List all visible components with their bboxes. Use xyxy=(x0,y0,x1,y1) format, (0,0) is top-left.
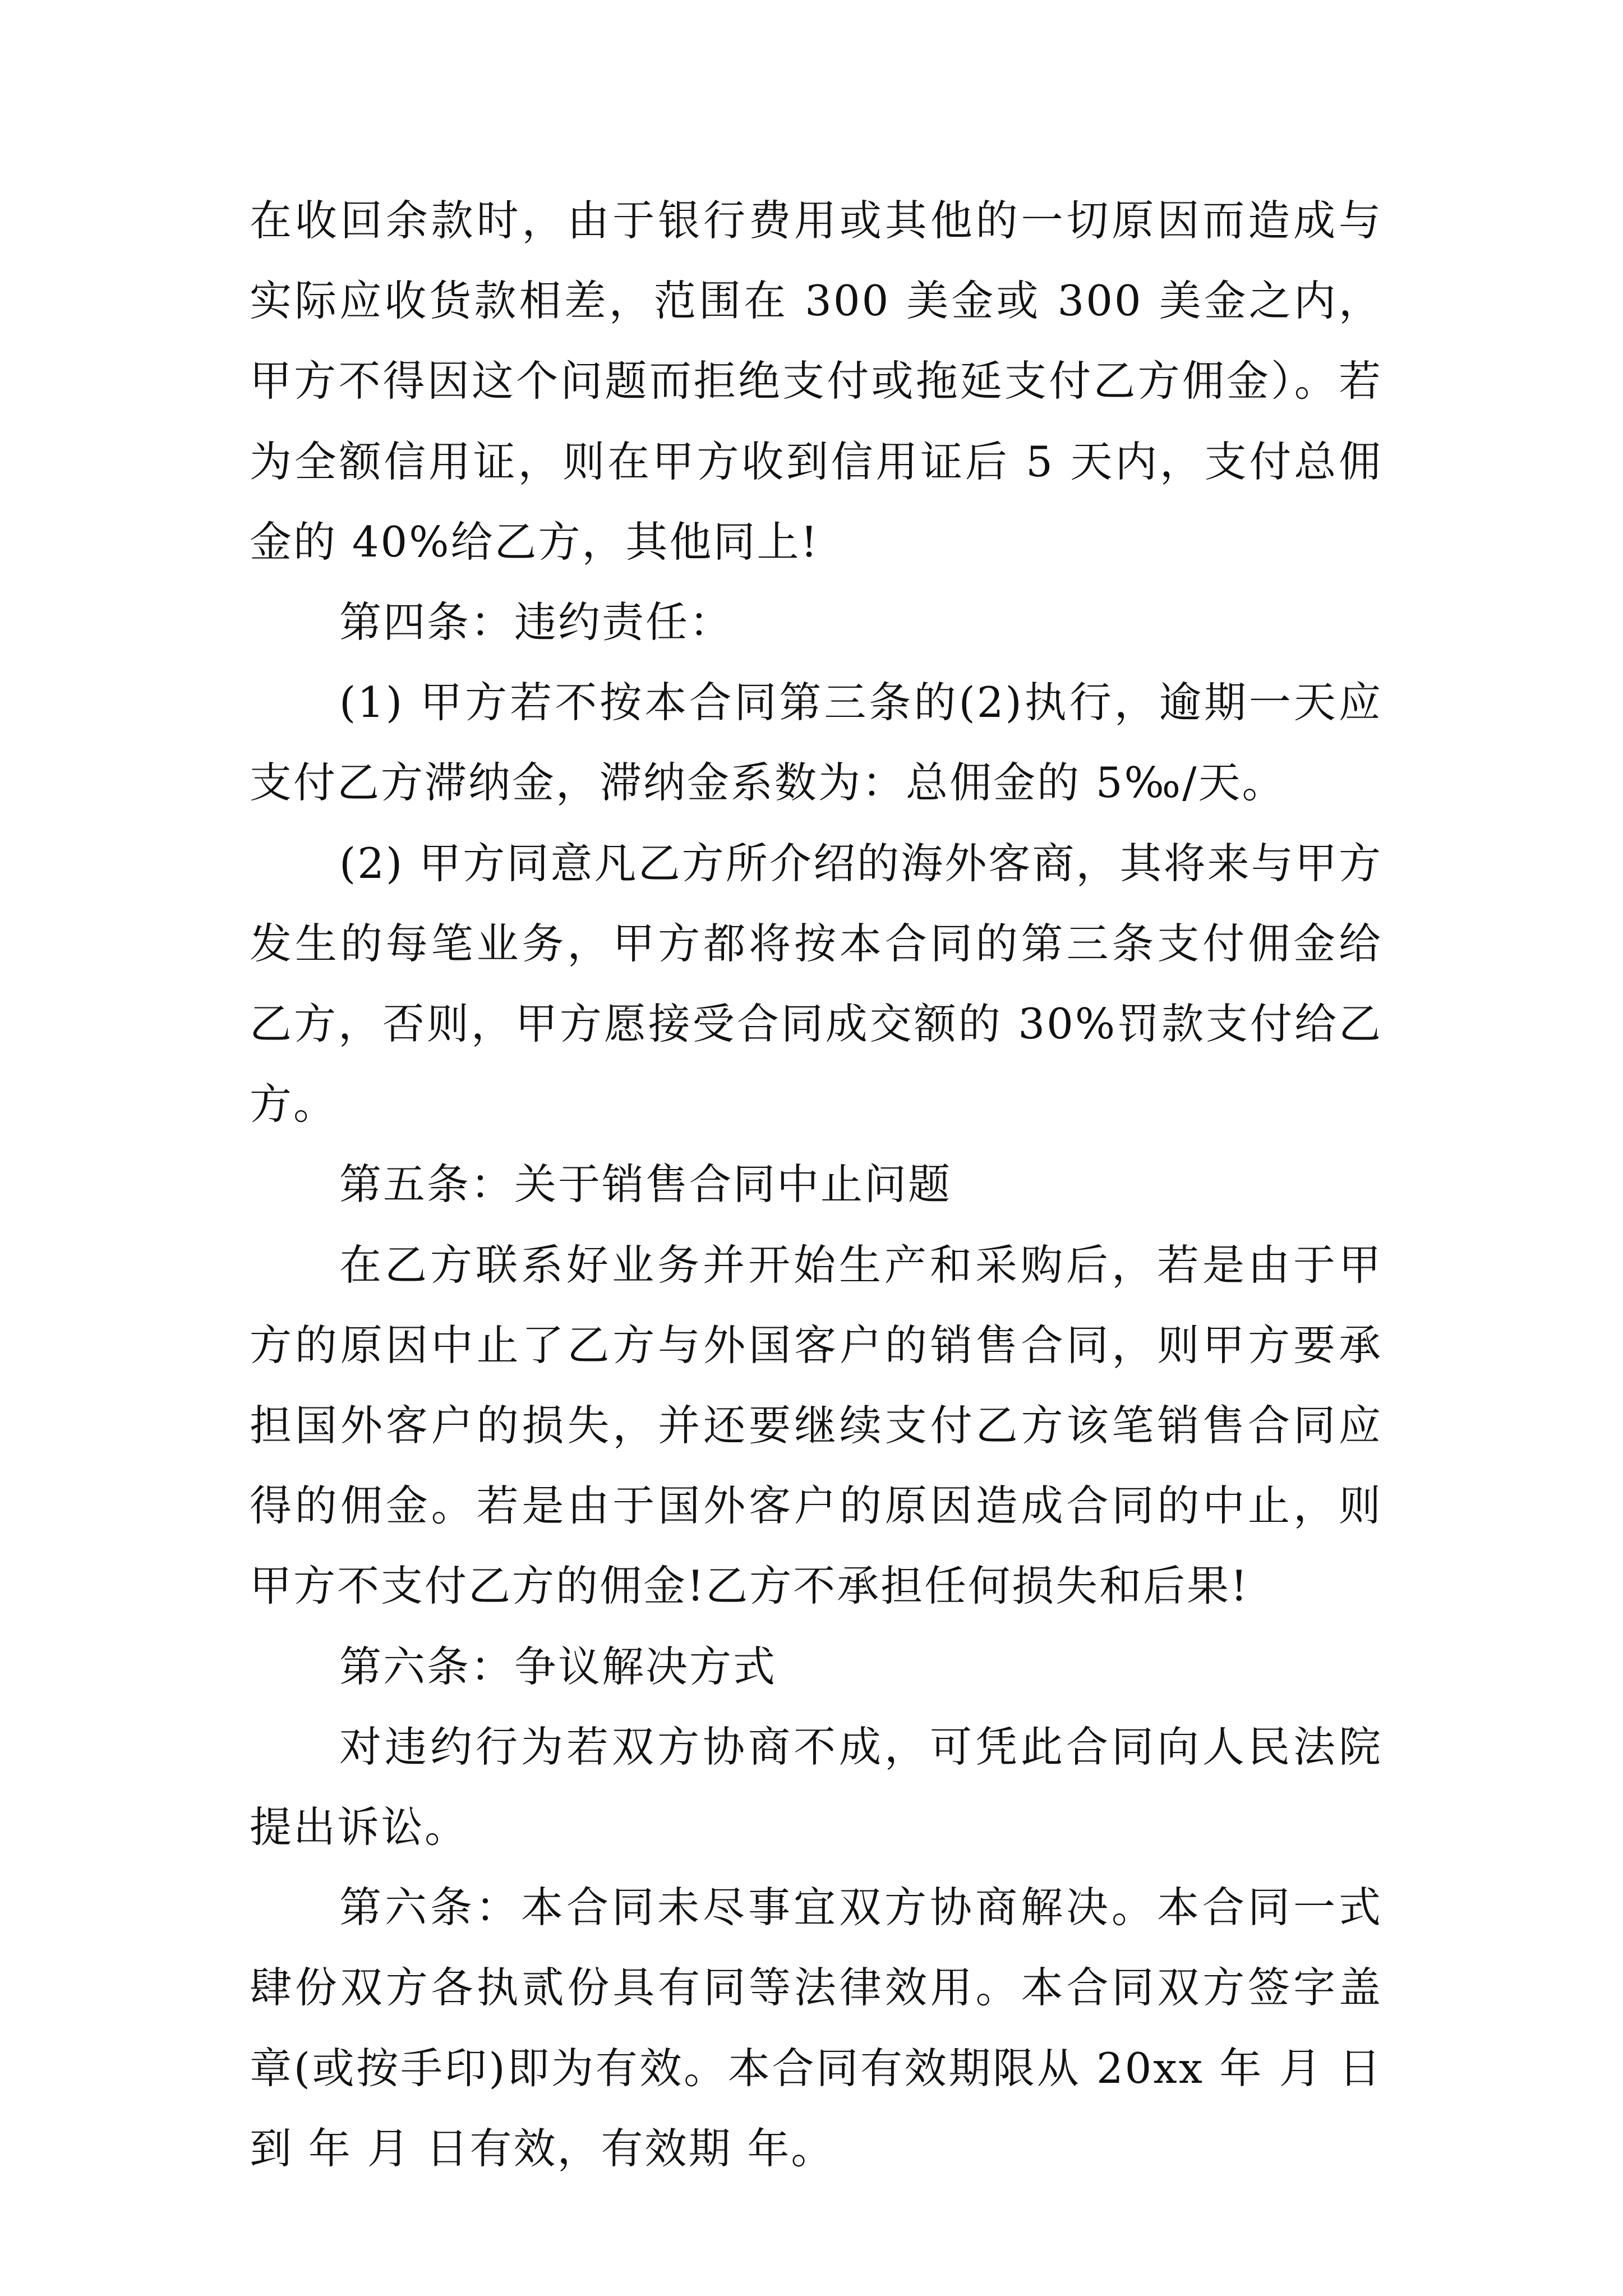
article-5-body: 在乙方联系好业务并开始生产和采购后，若是由于甲方的原因中止了乙方与外国客户的销售合同，则甲方要承担国外客户的损失，并还要继续支付乙方该笔销售合同应得的佣金。若是由于国外客户的原因造成合同的中止，则甲方不支付乙方的佣金!乙方不承担任何损失和后果! xyxy=(250,1240,1382,1611)
article-5-heading: 第五条：关于销售合同中止问题 xyxy=(339,1159,952,1209)
article-6-heading: 第六条：争议解决方式 xyxy=(339,1641,777,1691)
article-4-clause-1: (1) 甲方若不按本合同第三条的(2)执行，逾期一天应支付乙方滞纳金，滞纳金系数为：总佣金的 5‰/天。 xyxy=(250,678,1382,808)
article-4-clause-2: (2) 甲方同意凡乙方所介绍的海外客商，其将来与甲方发生的每笔业务，甲方都将按本合同的第三条支付佣金给乙方，否则，甲方愿接受合同成交额的 30%罚款支付给乙方。 xyxy=(250,838,1382,1129)
article-6-supplementary: 第六条：本合同未尽事宜双方协商解决。本合同一式肆份双方各执贰份具有同等法律效用。本合同双方签字盖章(或按手印)即为有效。本合同有效期限从 20xx 年 月 日 到 年 月 日有效，有效期 年。 xyxy=(250,1883,1382,2173)
paragraph-balance-deviation: 在收回余款时，由于银行费用或其他的一切原因而造成与实际应收货款相差，范围在 300 美金或 300 美金之内，甲方不得因这个问题而拒绝支付或拖延支付乙方佣金）。若为全额信用证，则在甲方收到信用证后 5 天内，支付总佣金的 40%给乙方，其他同上! xyxy=(250,196,1382,567)
article-6-body: 对违约行为若双方协商不成，可凭此合同向人民法院提出诉讼。 xyxy=(250,1722,1382,1852)
contract-body xyxy=(250,181,1382,2189)
article-4-heading: 第四条：违约责任： xyxy=(339,597,734,647)
